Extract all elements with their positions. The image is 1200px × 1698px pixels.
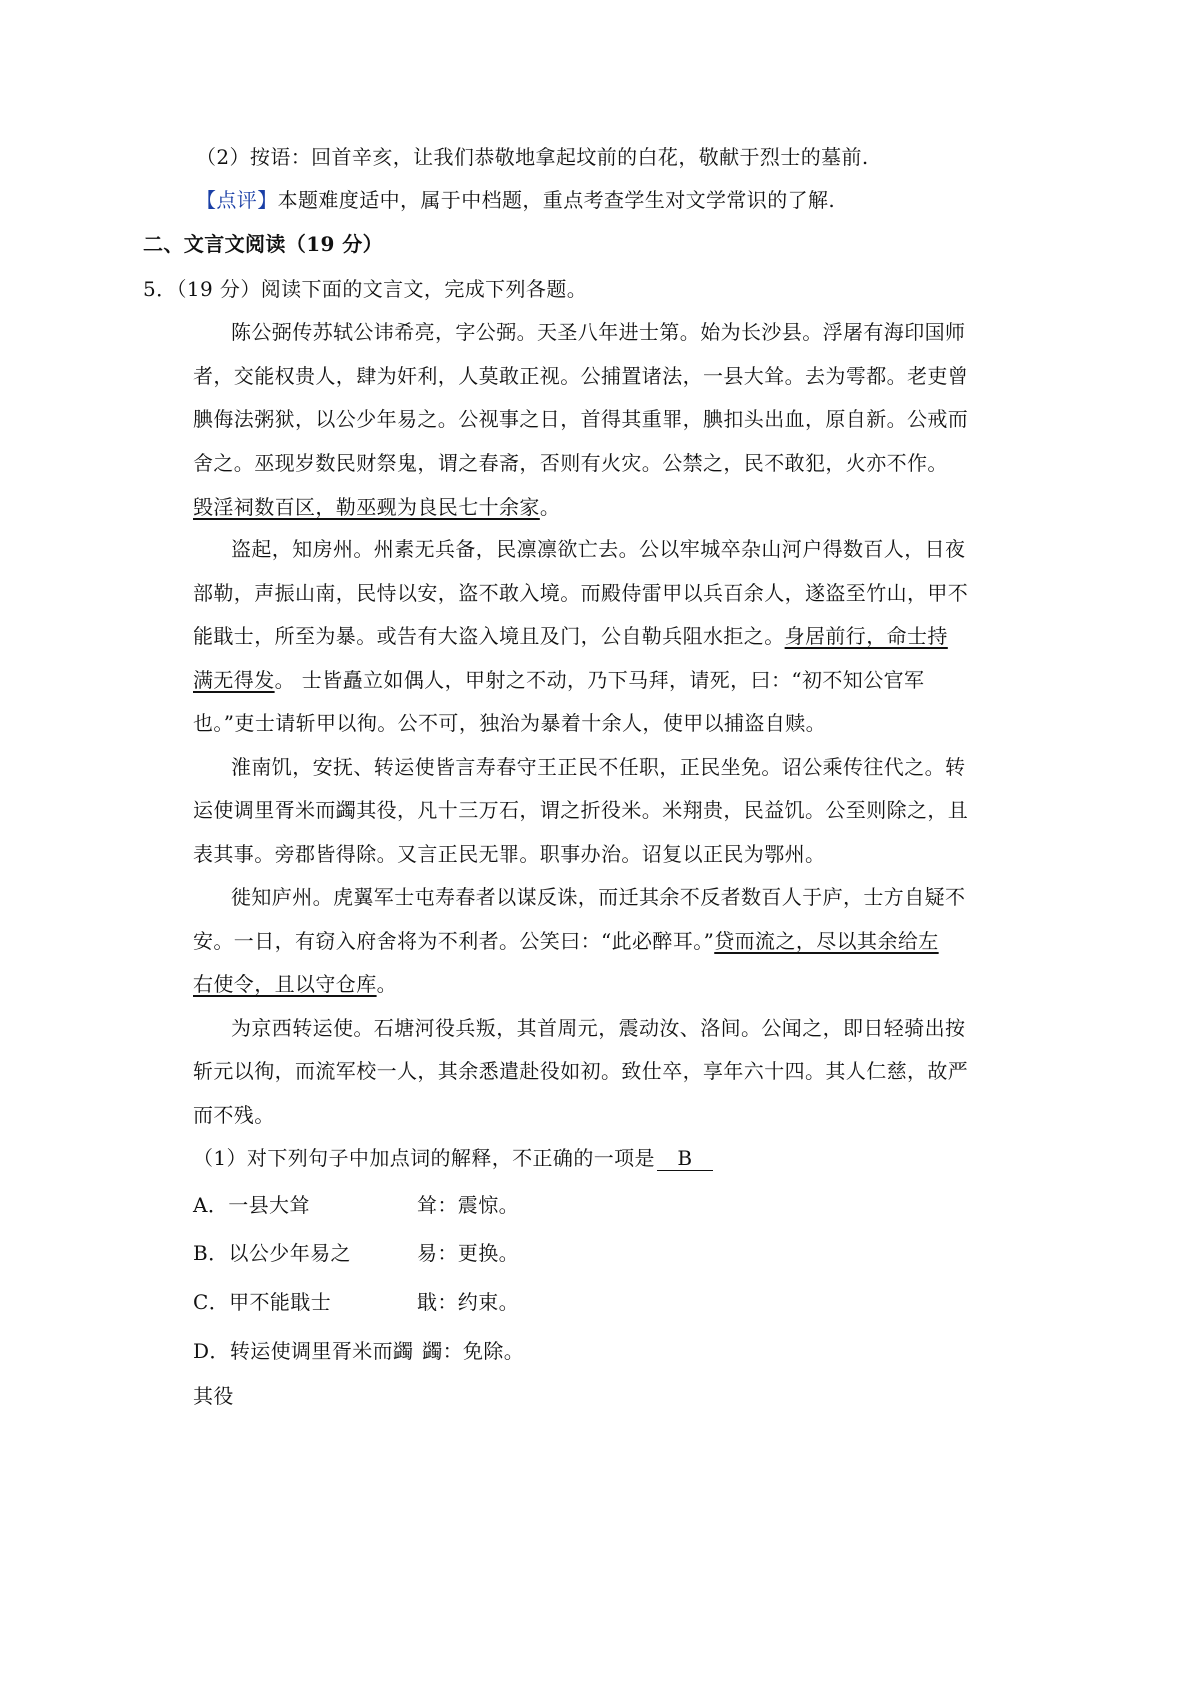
sub-question-prompt: （1）对下列句子中加点词的解释，不正确的一项是 <box>193 1146 655 1170</box>
underlined-sentence: 右使令，且以守仓库 <box>193 972 377 996</box>
passage-p5-line: 斩元以徇，而流军校一人，其余悉遣赴役如初。致仕卒，享年六十四。其人仁慈，故严 <box>193 1059 969 1083</box>
sub-question-1 <box>193 1144 713 1172</box>
option-sentence: B．以公少年易之 <box>193 1241 351 1265</box>
passage-p2-line <box>193 666 924 694</box>
option-a <box>193 1191 793 1219</box>
option-b <box>193 1239 793 1267</box>
passage-p1-line <box>193 493 560 521</box>
comment-tag: 【点评】 <box>196 188 278 212</box>
passage-p2-line: 也。”吏士请斩甲以徇。公不可，独治为暴着十余人，使甲以捕盗自赎。 <box>193 711 827 735</box>
passage-p4-line <box>193 970 397 998</box>
option-gloss: 耸：震惊。 <box>417 1193 519 1217</box>
option-gloss: 戢：约束。 <box>417 1290 519 1314</box>
punctuation: 。 <box>376 972 398 996</box>
passage-text: 。 士皆矗立如偶人，甲射之不动，乃下马拜，请死，曰：“初不知公官军 <box>274 668 925 692</box>
passage-p5-line: 为京西转运使。石塘河役兵叛，其首周元，震动汝、洛间。公闻之，即日轻骑出按 <box>231 1016 966 1040</box>
answer-blank: B <box>657 1146 713 1171</box>
underlined-sentence: 贷而流之，尽以其余给左 <box>714 929 939 953</box>
option-d <box>193 1337 524 1365</box>
option-sentence: A．一县大耸 <box>193 1193 310 1217</box>
punctuation: 。 <box>539 495 561 519</box>
underlined-sentence: 身居前行，命士持 <box>784 624 948 648</box>
passage-p3-line: 淮南饥，安抚、转运使皆言寿春守王正民不任职，正民坐免。诏公乘传往代之。转 <box>231 755 966 779</box>
passage-p1-line: 舍之。巫现岁数民财祭鬼，谓之春斋，否则有火灾。公禁之，民不敢犯，火亦不作。 <box>193 451 948 475</box>
passage-p1-line: 陈公弼传苏轼公讳希亮，字公弼。天圣八年进士第。始为长沙县。浮屠有海印国师 <box>231 320 966 344</box>
underlined-sentence: 满无得发 <box>193 668 275 692</box>
comment-text: 本题难度适中，属于中档题，重点考查学生对文学常识的了解. <box>277 188 836 212</box>
passage-p2-line: 部勒，声振山南，民恃以安，盗不敢入境。而殿侍雷甲以兵百余人，遂盗至竹山，甲不 <box>193 581 969 605</box>
option-gloss: 易：更换。 <box>417 1241 519 1265</box>
passage-p5-line: 而不残。 <box>193 1103 275 1127</box>
option-c <box>193 1288 793 1316</box>
passage-p2-line <box>193 622 948 650</box>
underlined-sentence: 毁淫祠数百区，勒巫觋为良民七十余家 <box>193 495 540 519</box>
option-sentence: D．转运使调里胥米而蠲 <box>193 1339 414 1363</box>
option-sentence: C．甲不能戢士 <box>193 1290 332 1314</box>
passage-text: 安。一日，有窃入府舍将为不利者。公笑曰：“此必醉耳。” <box>193 929 715 953</box>
passage-p1-line: 腆侮法粥狱，以公少年易之。公视事之日，首得其重罪，腆扣头出血，原自新。公戒而 <box>193 407 969 431</box>
answer-note-line: （2）按语：回首辛亥，让我们恭敬地拿起坟前的白花，敬献于烈士的墓前. <box>196 145 869 169</box>
option-gloss: 蠲：免除。 <box>422 1339 525 1363</box>
passage-p2-line: 盗起，知房州。州素无兵备，民凛凛欲亡去。公以牢城卒杂山河户得数百人，日夜 <box>231 537 966 561</box>
option-d-continued: 其役 <box>193 1384 234 1408</box>
passage-p4-line: 徙知庐州。虎翼军士屯寿春者以谋反诛，而迁其余不反者数百人于庐，士方自疑不 <box>231 885 966 909</box>
comment-line <box>196 186 835 214</box>
passage-p4-line <box>193 927 939 955</box>
passage-p3-line: 运使调里胥米而蠲其役，凡十三万石，谓之折役米。米翔贵，民益饥。公至则除之，且 <box>193 798 969 822</box>
section-heading: 二、文言文阅读（19 分） <box>143 232 383 256</box>
passage-p3-line: 表其事。旁郡皆得除。又言正民无罪。职事办治。诏复以正民为鄂州。 <box>193 842 826 866</box>
passage-text: 能戢士，所至为暴。或告有大盗入境且及门，公自勒兵阻水拒之。 <box>193 624 785 648</box>
passage-p1-line: 者，交能权贵人，肆为奸利，人莫敢正视。公捕置诸法，一县大耸。去为雩都。老吏曾 <box>193 364 969 388</box>
question-5-title: 5．（19 分）阅读下面的文言文，完成下列各题。 <box>143 277 588 301</box>
